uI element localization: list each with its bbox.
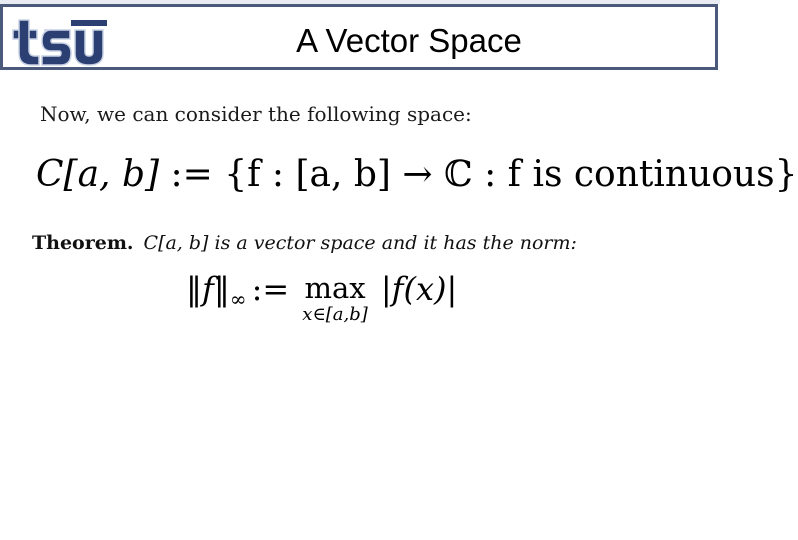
- norm-lhs: ‖f‖: [186, 270, 230, 308]
- set-definition: [36, 154, 798, 195]
- norm-formula: [186, 270, 457, 324]
- definition-set: {f : [a, b] → ℂ : f is continuous}: [224, 154, 798, 195]
- slide-title: A Vector Space: [296, 22, 522, 59]
- norm-rhs: |f(x)|: [380, 270, 458, 308]
- norm-max-subscript: x∈[a,b]: [302, 304, 368, 325]
- tsu-logo: [11, 16, 107, 66]
- norm-lhs-subscript: ∞: [229, 287, 247, 311]
- theorem-statement: [32, 232, 577, 254]
- norm-max-word: max: [304, 271, 366, 305]
- definition-assign: :=: [170, 154, 213, 195]
- definition-lhs: C[a, b]: [36, 154, 160, 195]
- slide-header: [0, 4, 718, 70]
- theorem-label: Theorem.: [32, 232, 134, 254]
- norm-assign: :=: [251, 270, 290, 308]
- theorem-body: C[a, b] is a vector space and it has the norm:: [143, 232, 577, 254]
- intro-text: Now, we can consider the following space:: [40, 102, 472, 126]
- norm-max-operator: [302, 270, 368, 324]
